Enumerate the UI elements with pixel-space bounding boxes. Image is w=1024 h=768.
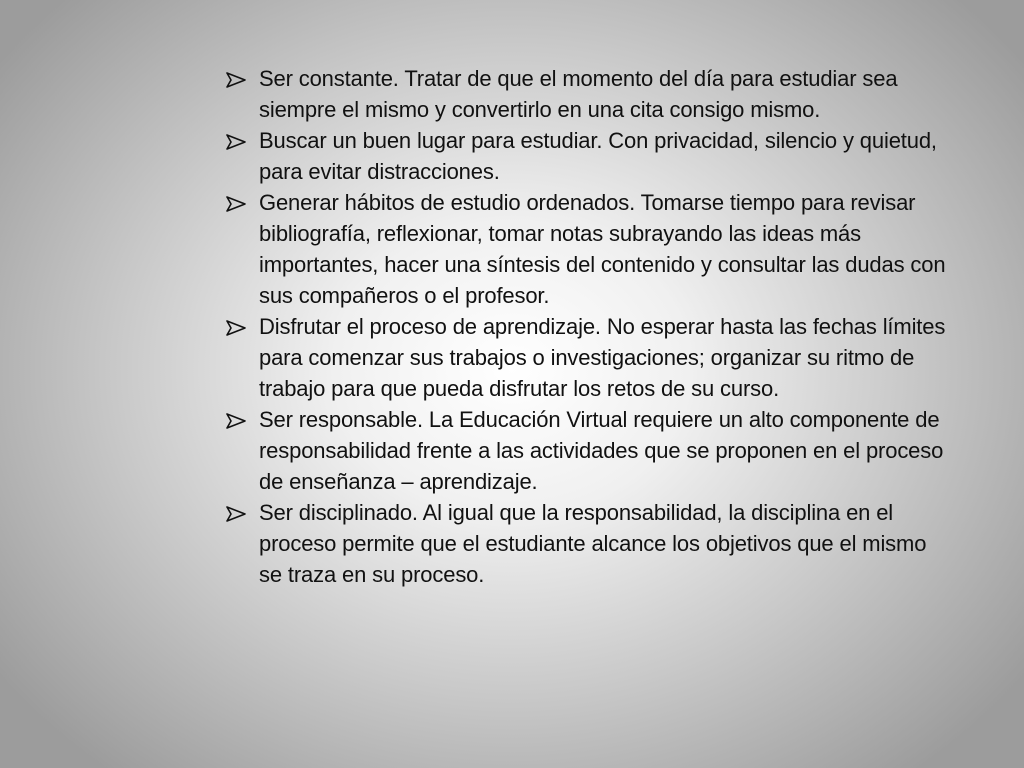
bullet-item-habitos-estudio — [226, 187, 946, 311]
bullet-item-buscar-lugar — [226, 125, 946, 187]
bullet-item-ser-disciplinado — [226, 497, 946, 590]
bullet-item-disfrutar-proceso — [226, 311, 946, 404]
bullet-text: Generar hábitos de estudio ordenados. Tomarse tiempo para revisar bibliografía, reflexionar, tomar notas subrayando las ideas más importantes, hacer una síntesis del contenido y consultar las dudas con sus compañeros o el profesor. — [259, 190, 946, 308]
arrowhead-bullet-icon — [226, 413, 246, 429]
bullet-text: Ser responsable. La Educación Virtual requiere un alto componente de responsabilidad frente a las actividades que se proponen en el proceso de enseñanza – aprendizaje. — [259, 407, 944, 494]
arrowhead-bullet-icon — [226, 134, 246, 150]
arrowhead-bullet-icon — [226, 72, 246, 88]
bullet-text: Buscar un buen lugar para estudiar. Con privacidad, silencio y quietud, para evitar distracciones. — [259, 128, 937, 184]
bullet-text: Ser constante. Tratar de que el momento del día para estudiar sea siempre el mismo y convertirlo en una cita consigo mismo. — [259, 66, 898, 122]
arrowhead-bullet-icon — [226, 506, 246, 522]
bullet-list — [226, 63, 946, 590]
arrowhead-bullet-icon — [226, 320, 246, 336]
bullet-item-ser-constante — [226, 63, 946, 125]
bullet-text: Disfrutar el proceso de aprendizaje. No esperar hasta las fechas límites para comenzar sus trabajos o investigaciones; organizar su ritmo de trabajo para que pueda disfrutar los retos de su curso. — [259, 314, 946, 401]
bullet-item-ser-responsable — [226, 404, 946, 497]
bullet-text: Ser disciplinado. Al igual que la responsabilidad, la disciplina en el proceso permite que el estudiante alcance los objetivos que el mismo se traza en su proceso. — [259, 500, 927, 587]
arrowhead-bullet-icon — [226, 196, 246, 212]
